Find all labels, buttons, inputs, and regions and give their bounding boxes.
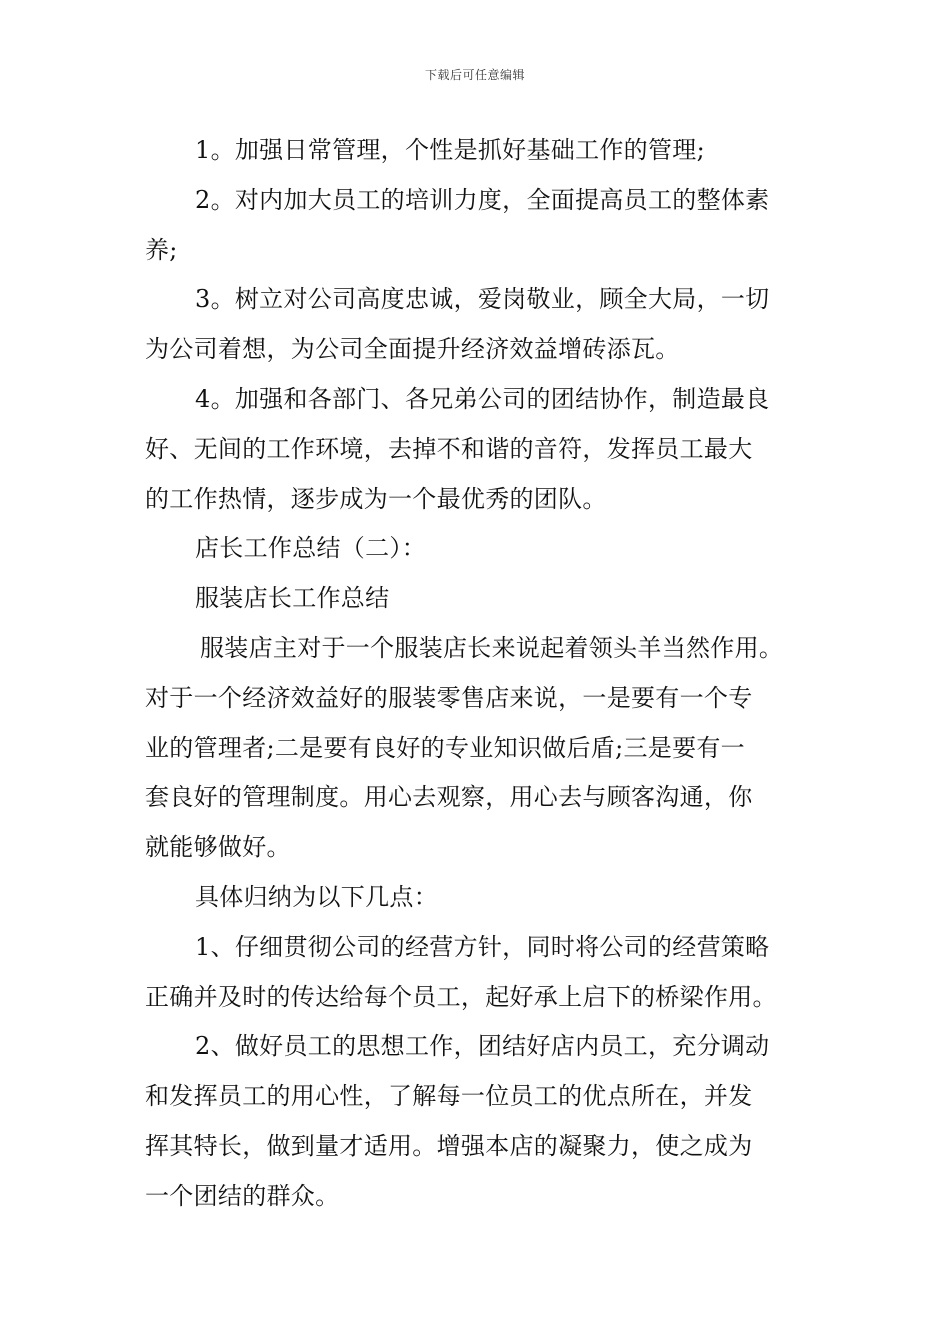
paragraph-line: 就能够做好。 (145, 833, 291, 862)
paragraph-line: 服装店主对于一个服装店长来说起着领头羊当然作用。 (200, 633, 784, 662)
section-heading: 店长工作总结（二）： (195, 534, 426, 563)
paragraph-line: 挥其特长，做到量才适用。增强本店的凝聚力，使之成为 (145, 1131, 753, 1160)
paragraph-line: 的工作热情，逐步成为一个最优秀的团队。 (145, 484, 607, 513)
paragraph-line: 套良好的管理制度。用心去观察，用心去与顾客沟通，你 (145, 783, 753, 812)
page-header-note: 下载后可任意编辑 (424, 68, 525, 82)
document-body (145, 126, 817, 1222)
section-title: 服装店长工作总结 (195, 584, 390, 613)
paragraph-line: 具体归纳为以下几点： (195, 882, 438, 911)
paragraph-line: 一个团结的群众。 (145, 1181, 340, 1210)
paragraph-line: 正确并及时的传达给每个员工，起好承上启下的桥梁作用。 (145, 982, 777, 1011)
paragraph-line: 为公司着想，为公司全面提升经济效益增砖添瓦。 (145, 335, 680, 364)
paragraph-line: 3。树立对公司高度忠诚，爱岗敬业，顾全大局，一切 (195, 285, 770, 314)
paragraph-line: 2、做好员工的思想工作，团结好店内员工，充分调动 (195, 1032, 770, 1061)
paragraph-line: 1、仔细贯彻公司的经营方针，同时将公司的经营策略 (195, 932, 770, 961)
paragraph-line: 好、无间的工作环境，去掉不和谐的音符，发挥员工最大 (145, 434, 753, 463)
paragraph-line: 和发挥员工的用心性，了解每一位员工的优点所在，并发 (145, 1082, 753, 1111)
paragraph-line: 2。对内加大员工的培训力度，全面提高员工的整体素 (195, 185, 770, 214)
paragraph-line: 业的管理者;二是要有良好的专业知识做后盾;三是要有一 (145, 733, 745, 762)
paragraph-line: 4。加强和各部门、各兄弟公司的团结协作，制造最良 (195, 384, 770, 413)
paragraph-line: 对于一个经济效益好的服装零售店来说，一是要有一个专 (145, 683, 753, 712)
paragraph-line: 1。加强日常管理，个性是抓好基础工作的管理; (195, 136, 705, 164)
paragraph-line: 养; (145, 235, 178, 264)
